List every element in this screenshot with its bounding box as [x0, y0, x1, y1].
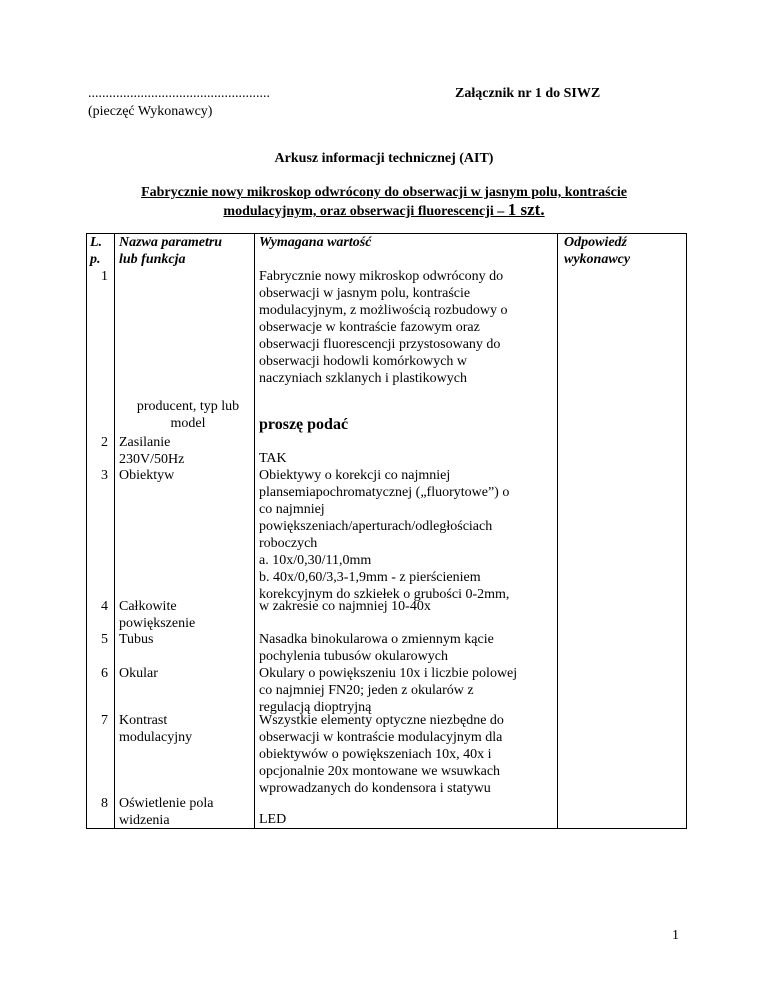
signature-dots: .................................................... [88, 86, 270, 101]
row-1-number: 1 [101, 269, 108, 284]
row-4-number: 4 [101, 599, 108, 614]
contractor-stamp-label: (pieczęć Wykonawcy) [88, 104, 213, 119]
document-title: Arkusz informacji technicznej (AIT) [274, 151, 494, 166]
row-7-value: Wszystkie elementy optyczne niezbędne do obserwacji w kontraście modulacyjnym dla obiektywów o powiększeniach 10x, 40x i opcjonalnie 20x montowane we wsuwkach wprowadzanych do kondensora i statywu [259, 713, 504, 796]
row-7-number: 7 [101, 713, 108, 728]
row-6-number: 6 [101, 666, 108, 681]
annex-label: Załącznik nr 1 do SIWZ [455, 86, 601, 101]
row-3-number: 3 [101, 468, 108, 483]
header-lp: L. p. [90, 235, 103, 267]
header-contractor-answer: Odpowiedź wykonawcy [564, 235, 631, 267]
subtitle-line-1: Fabrycznie nowy mikroskop odwrócony do obserwacji w jasnym polu, kontraście [141, 185, 627, 200]
row-8-name: Oświetlenie pola widzenia [119, 796, 214, 828]
row-5-number: 5 [101, 632, 108, 647]
row-4-name: Całkowite powiększenie [119, 599, 196, 631]
row-2-value: TAK [259, 451, 287, 466]
row-producer-name: producent, typ lub model [136, 399, 240, 431]
row-3-value: Obiektywy o korekcji co najmniej plansemiapochromatycznej („fluorytowe”) o co najmniej powiększeniach/aperturach/odległościach roboczych a. 10x/0,30/11,0mm b. 40x/0,60/3,3-1,9mm - z pierścieniem korekcyjnym do szkiełek o grubości 0-2mm, [259, 468, 510, 602]
header-parameter-name: Nazwa parametru lub funkcja [119, 235, 223, 267]
row-8-value: LED [259, 812, 287, 827]
row-2-number: 2 [101, 435, 108, 450]
row-2-name: Zasilanie 230V/50Hz [119, 435, 185, 467]
subtitle-line-2: modulacyjnym, oraz obserwacji fluorescencji – 1 szt. [223, 200, 545, 219]
row-5-value: Nasadka binokularowa o zmiennym kącie pochylenia tubusów okularowych [259, 632, 494, 664]
row-5-name: Tubus [119, 632, 154, 647]
row-7-name: Kontrast modulacyjny [119, 713, 193, 745]
row-1-value: Fabrycznie nowy mikroskop odwrócony do obserwacji w jasnym polu, kontraście modulacyjnym, z możliwością rozbudowy o obserwacje w kontraście fazowym oraz obserwacji fluorescencji przystosowany do obserwacji hodowli komórkowych w naczyniach szklanych i plastikowych [259, 269, 508, 386]
page-number: 1 [672, 928, 679, 943]
row-3-name: Obiektyw [119, 468, 175, 483]
row-producer-value: proszę podać [259, 416, 349, 433]
row-6-value: Okulary o powiększeniu 10x i liczbie polowej co najmniej FN20; jeden z okularów z regulacją dioptryjną [259, 666, 518, 715]
row-8-number: 8 [101, 796, 108, 811]
row-4-value: w zakresie co najmniej 10-40x [259, 599, 431, 614]
row-6-name: Okular [119, 666, 158, 681]
header-required-value: Wymagana wartość [259, 235, 372, 250]
